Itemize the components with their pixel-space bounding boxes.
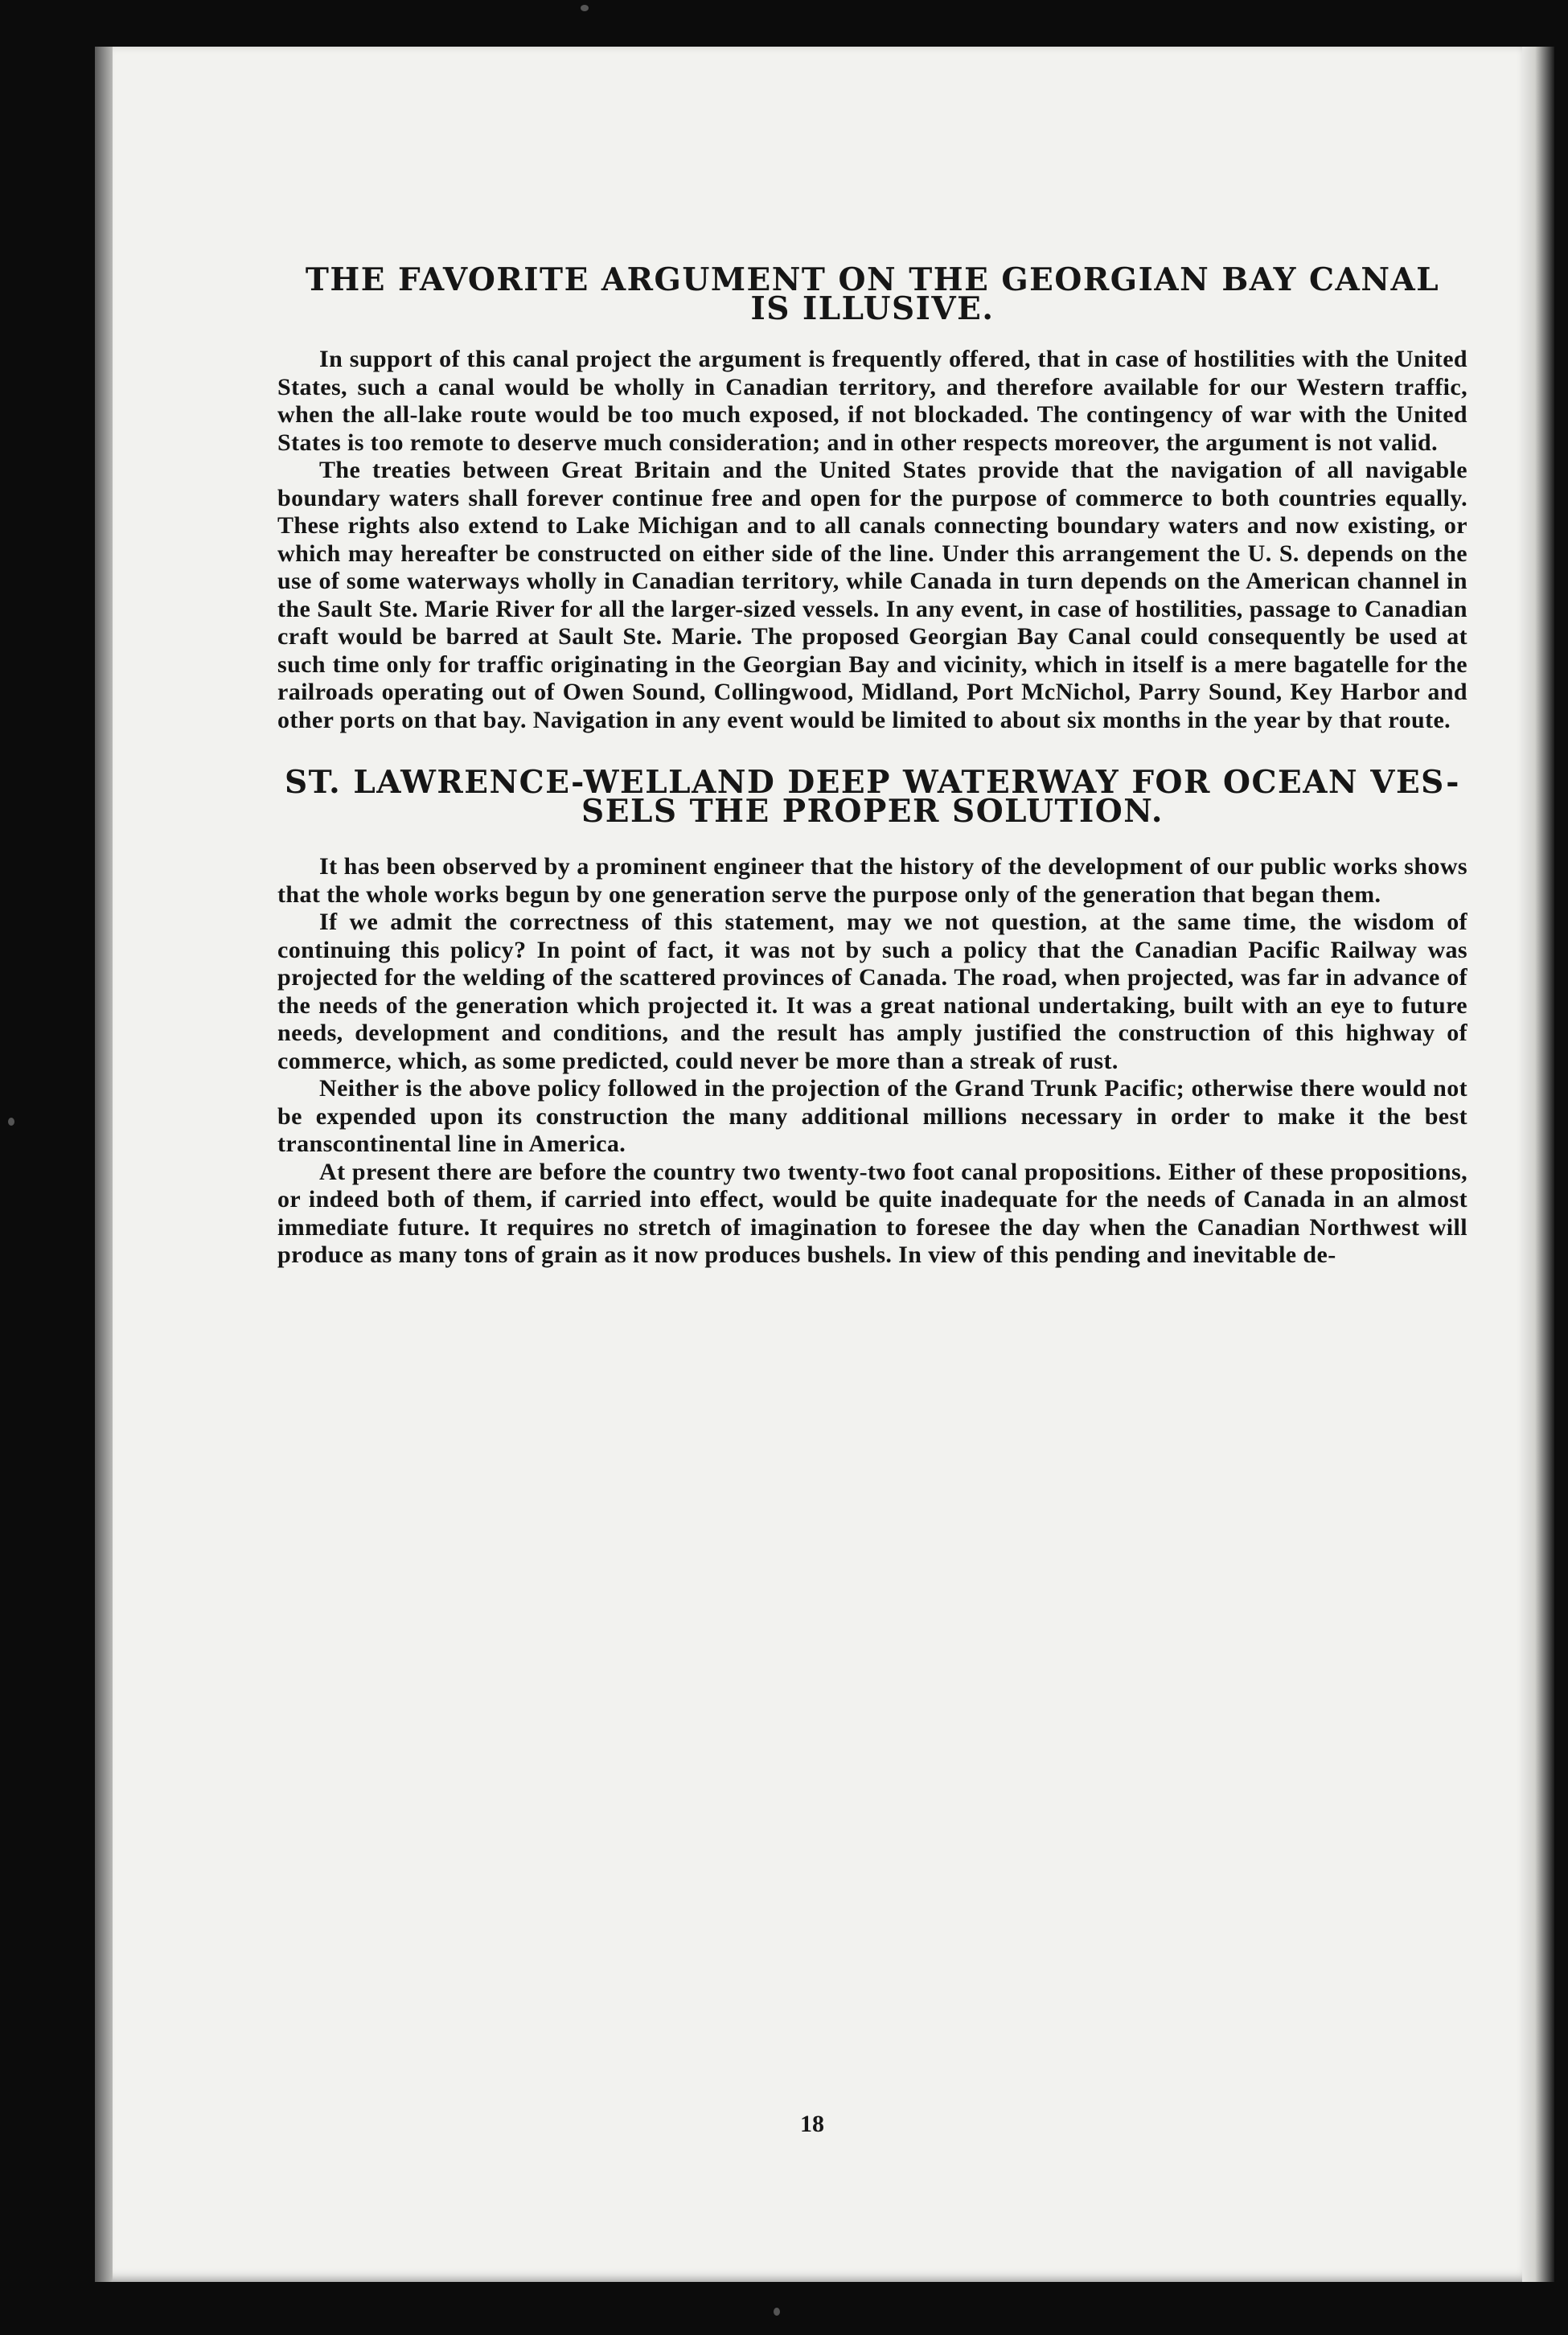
body-paragraph: Neither is the above policy followed in the projection of the Grand Trunk Pacific; otherwise there would not be expended upon its construction the many additional millions necessary in order to make it the best transcontinental line in America. <box>277 1075 1467 1157</box>
heading-line-1: THE FAVORITE ARGUMENT ON THE GEORGIAN BAY CANAL <box>305 261 1440 298</box>
page-number: 18 <box>800 2111 824 2137</box>
section-deep-waterway-solution <box>277 764 1467 1270</box>
page-right-edge <box>1522 47 1554 2282</box>
body-paragraph: It has been observed by a prominent engineer that the history of the development of our public works shows that the whole works begun by one generation serve the purpose only of the generation that began them. <box>277 853 1467 908</box>
scan-speck <box>774 2308 780 2316</box>
page-content <box>277 261 1467 1270</box>
body-paragraph: The treaties between Great Britain and the United States provide that the navigation of all navigable boundary waters shall forever continue free and open for the purpose of commerce to both countries equally. These rights also extend to Lake Michigan and to all canals connecting boundary waters and now existing, or which may hereafter be constructed on either side of the line. Under this arrangement the U. S. depends on the use of some waterways wholly in Canadian territory, while Canada in turn depends on the American channel in the Sault Ste. Marie River for all the larger-sized vessels. In any event, in case of hostilities, passage to Canadian craft would be barred at Sault Ste. Marie. The proposed Georgian Bay Canal could consequently be used at such time only for traffic originating in the Georgian Bay and vicinity, which in itself is a mere bagatelle for the railroads operating out of Owen Sound, Collingwood, Midland, Port McNichol, Parry Sound, Key Harbor and other ports on that bay. Navigation in any event would be limited to about six months in the year by that route. <box>277 457 1467 733</box>
section-georgian-bay-argument <box>277 261 1467 734</box>
heading-line-1: ST. LAWRENCE-WELLAND DEEP WATERWAY FOR OCEAN VES- <box>285 764 1460 801</box>
page-spine-shadow <box>95 47 113 2282</box>
body-paragraph: If we admit the correctness of this statement, may we not question, at the same time, the wisdom of continuing this policy? In point of fact, it was not by such a policy that the Canadian Pacific Railway was projected for the welding of the scattered provinces of Canada. The road, when projected, was far in advance of the needs of the generation which projected it. It was a great national undertaking, built with an eye to future needs, development and conditions, and the result has amply justified the construction of this highway of commerce, which, as some predicted, could never be more than a streak of rust. <box>277 909 1467 1074</box>
section-heading <box>277 764 1467 830</box>
heading-line-2: IS ILLUSIVE. <box>750 290 995 327</box>
scan-speck <box>581 5 589 11</box>
heading-line-2: SELS THE PROPER SOLUTION. <box>581 793 1164 830</box>
body-paragraph: In support of this canal project the argument is frequently offered, that in case of hostilities with the United States, such a canal would be wholly in Canadian territory, and therefore available for our Western traffic, when the all-lake route would be too much exposed, if not blockaded. The contingency of war with the United States is too remote to deserve much consideration; and in other respects moreover, the argument is not valid. <box>277 346 1467 456</box>
body-paragraph: At present there are before the country two twenty-two foot canal propositions. Either of these propositions, or indeed both of them, if carried into effect, would be quite inadequate for the needs of Canada in an almost immediate future. It requires no stretch of imagination to foresee the day when the Canadian Northwest will produce as many tons of grain as it now produces bushels. In view of this pending and inevitable de- <box>277 1158 1467 1268</box>
section-heading <box>277 261 1467 327</box>
scan-speck <box>8 1118 14 1126</box>
